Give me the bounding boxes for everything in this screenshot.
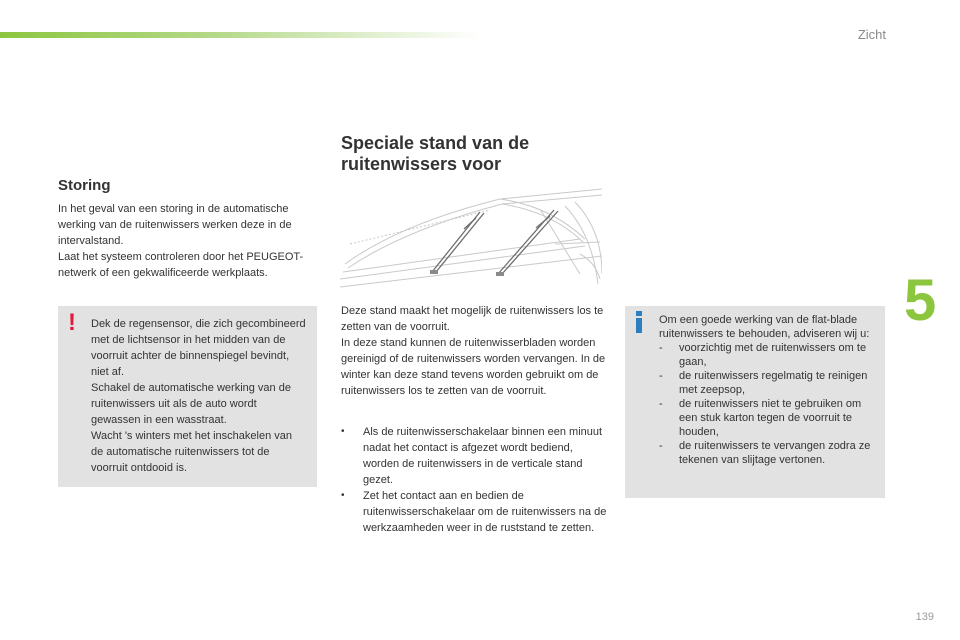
info-list-item [659,439,881,467]
info-icon [632,311,648,333]
step-item [341,488,611,536]
info-list-item [659,341,881,369]
step-bullet-icon: • [341,426,345,437]
chapter-number: 5 [904,268,937,333]
info-item-text: de ruitenwissers regelmatig te reinigen met zeepsop, [679,370,868,396]
warning-text [91,316,307,476]
warning-box [58,306,317,487]
info-intro: Om een goede werking van de flat-blade ruitenwissers te behouden, adviseren wij u: [659,314,870,340]
dash-bullet: - [659,440,663,452]
storing-heading: Storing [58,177,111,194]
steps-list [341,424,611,536]
dash-bullet: - [659,398,663,410]
wiper-illustration [340,184,602,294]
storing-paragraph: In het geval van een storing in de automatische werking van de ruitenwissers werken deze in de intervalstand. [58,203,292,247]
page-number: 139 [915,611,934,623]
section-title: Zicht [857,27,886,42]
step-text: Zet het contact aan en bedien de ruitenwisserschakelaar om de ruitenwissers na de werkzaamheden weer in de ruststand te zetten. [363,490,607,534]
dash-bullet: - [659,342,663,354]
storing-body [58,201,322,281]
info-item-text: voorzichtig met de ruitenwissers om te gaan, [679,342,867,368]
dash-bullet: - [659,370,663,382]
info-box [625,306,885,498]
info-text [659,313,881,467]
step-text: Als de ruitenwisserschakelaar binnen een minuut nadat het contact is afgezet wordt bediend, worden de ruitenwissers in de verticale stand gezet. [363,426,603,486]
warning-paragraph: Dek de regensensor, die zich gecombineerd met de lichtsensor in het midden van de voorruit achter de binnenspiegel bevindt, niet af. [91,318,306,378]
info-list-item [659,369,881,397]
exclamation-icon: ! [68,309,76,336]
special-position-body [341,303,611,399]
info-list-item [659,397,881,439]
step-item [341,424,611,488]
special-paragraph: In deze stand kunnen de ruitenwisserbladen worden gereinigd of de ruitenwissers worden vervangen. In de winter kan deze stand tevens worden gebruikt om de ruitenwissers los te zetten van de voorruit. [341,337,606,397]
storing-paragraph: Laat het systeem controleren door het PEUGEOT-netwerk of een gekwalificeerde werkplaats. [58,251,304,279]
step-bullet-icon: • [341,490,345,501]
warning-paragraph: Wacht 's winters met het inschakelen van de automatische ruitenwissers tot de voorruit ontdooid is. [91,430,293,474]
special-position-heading: Speciale stand van de ruitenwissers voor [341,133,530,174]
header-accent-bar [0,32,480,38]
info-item-text: de ruitenwissers niet te gebruiken om een stuk karton tegen de voorruit te houden, [679,398,862,438]
special-paragraph: Deze stand maakt het mogelijk de ruitenwissers los te zetten van de voorruit. [341,305,604,333]
warning-paragraph: Schakel de automatische werking van de ruitenwissers uit als de auto wordt gewassen in een wasstraat. [91,382,291,426]
info-item-text: de ruitenwissers te vervangen zodra ze tekenen van slijtage vertonen. [679,440,871,466]
